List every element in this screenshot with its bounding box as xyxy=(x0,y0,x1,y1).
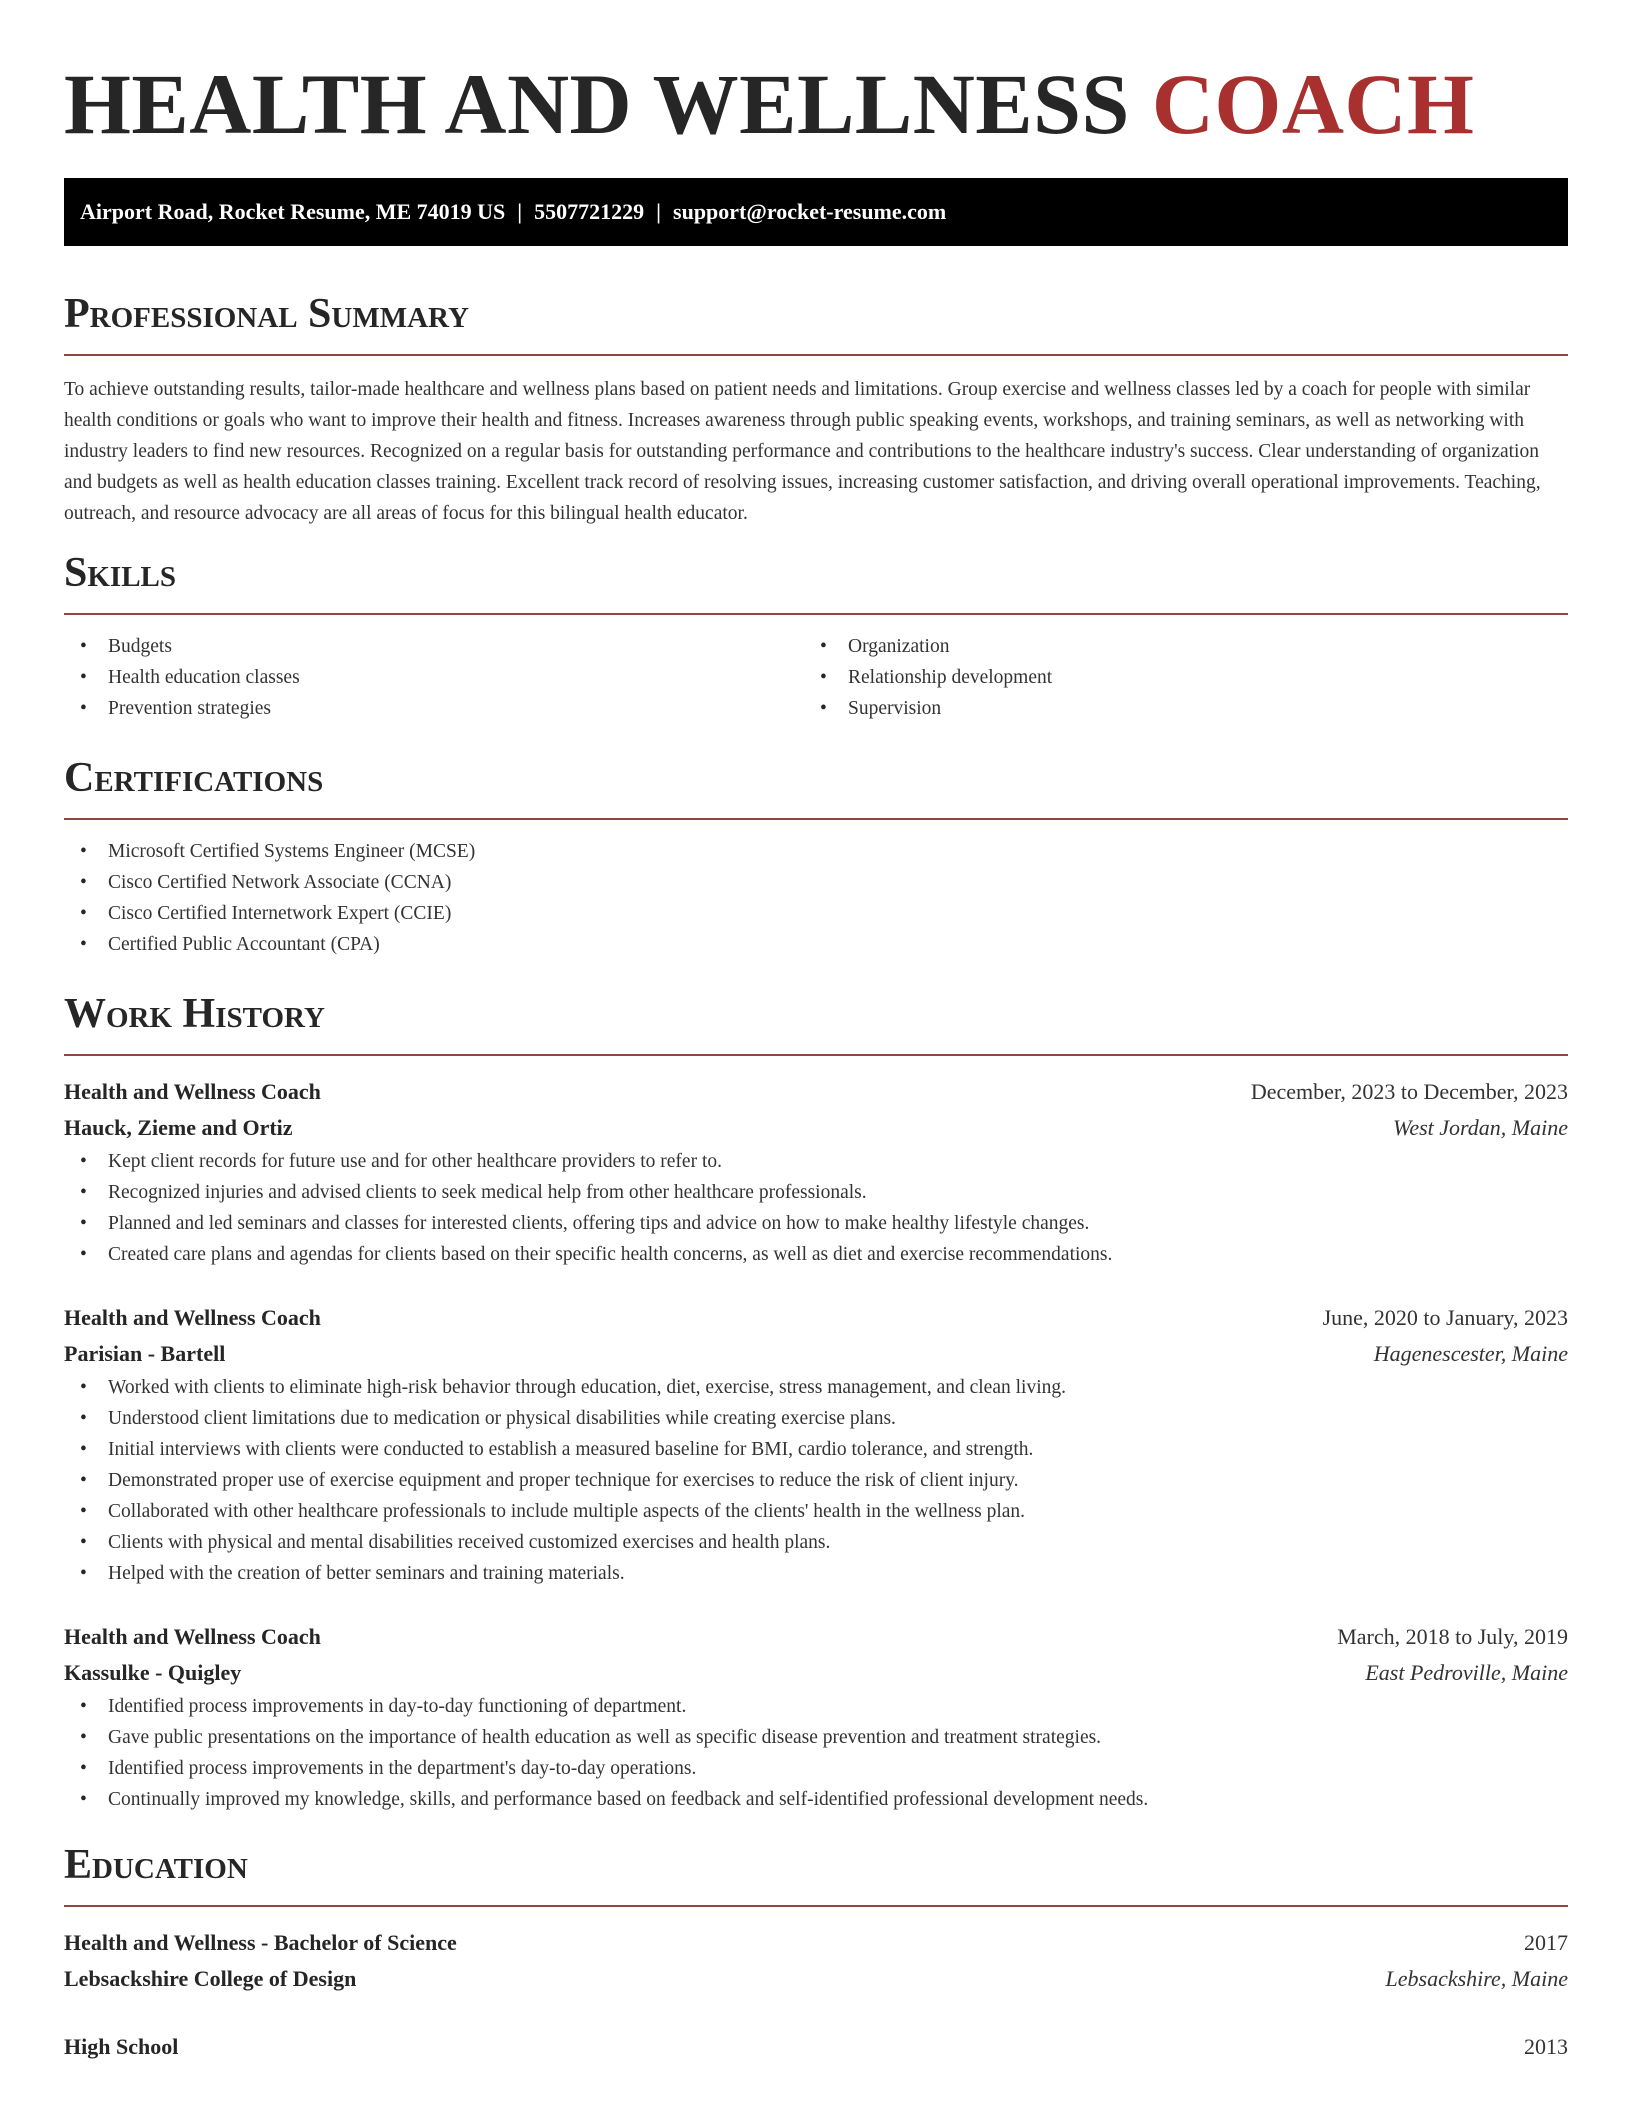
job-header-row xyxy=(64,1619,1568,1655)
job-role: Health and Wellness Coach xyxy=(64,1079,321,1104)
job-dates: March, 2018 to July, 2019 xyxy=(1337,1624,1568,1649)
skill-item: • Relationship development xyxy=(804,662,1544,693)
section-divider xyxy=(64,354,1568,356)
education-school: Lebsackshire College of Design xyxy=(64,1966,357,1991)
summary-section xyxy=(64,288,1568,529)
section-divider xyxy=(64,818,1568,820)
section-title: Education xyxy=(64,1842,248,1888)
job-company: Hauck, Zieme and Ortiz xyxy=(64,1115,293,1140)
job-bullet: • Initial interviews with clients were conducted to establish a measured baseline for BMI, cardio tolerance, and strength. xyxy=(64,1434,1568,1465)
job-bullet: • Helped with the creation of better seminars and training materials. xyxy=(64,1558,1568,1589)
job-bullets xyxy=(64,1146,1568,1270)
contact-address: Airport Road, Rocket Resume, ME 74019 US xyxy=(80,199,506,224)
skill-item: • Organization xyxy=(804,631,1544,662)
skills-column-right xyxy=(804,631,1544,724)
job-company-row xyxy=(64,1110,1568,1146)
job-company-row xyxy=(64,1655,1568,1691)
education-degree: High School xyxy=(64,2034,179,2059)
job-bullet: • Continually improved my knowledge, skills, and performance based on feedback and self-identified professional development needs. xyxy=(64,1784,1568,1815)
job-bullet: • Kept client records for future use and for other healthcare providers to refer to. xyxy=(64,1146,1568,1177)
job-company: Kassulke - Quigley xyxy=(64,1660,242,1685)
certifications-section xyxy=(64,752,1568,960)
contact-separator: | xyxy=(656,199,662,224)
education-entry xyxy=(64,2029,1568,2065)
education-year: 2017 xyxy=(1524,1930,1568,1955)
section-divider xyxy=(64,613,1568,615)
contact-phone[interactable]: 5507721229 xyxy=(534,199,645,224)
job-location: East Pedroville, Maine xyxy=(1365,1660,1568,1685)
work-history-section xyxy=(64,988,1568,1815)
job-bullet: • Worked with clients to eliminate high-risk behavior through education, diet, exercise, stress management, and clean living. xyxy=(64,1372,1568,1403)
job-header-row xyxy=(64,1074,1568,1110)
job-bullet: • Collaborated with other healthcare professionals to include multiple aspects of the clients' health in the wellness plan. xyxy=(64,1496,1568,1527)
job-entry xyxy=(64,1619,1568,1815)
name-accent: COACH xyxy=(1151,56,1475,152)
job-bullet: • Created care plans and agendas for clients based on their specific health concerns, as well as diet and exercise recommendations. xyxy=(64,1239,1568,1270)
skills-section xyxy=(64,547,1568,724)
certification-item: • Certified Public Accountant (CPA) xyxy=(64,929,1568,960)
job-role: Health and Wellness Coach xyxy=(64,1624,321,1649)
contact-bar xyxy=(64,178,1568,246)
skill-item: • Prevention strategies xyxy=(64,693,804,724)
contact-email[interactable]: support@rocket-resume.com xyxy=(673,199,947,224)
job-bullet: • Understood client limitations due to medication or physical disabilities while creating exercise plans. xyxy=(64,1403,1568,1434)
education-location: Lebsackshire, Maine xyxy=(1385,1966,1568,1991)
skills-column-left xyxy=(64,631,804,724)
job-dates: June, 2020 to January, 2023 xyxy=(1322,1305,1568,1330)
job-company-row xyxy=(64,1336,1568,1372)
job-bullet: • Identified process improvements in day-to-day functioning of department. xyxy=(64,1691,1568,1722)
skill-item: • Budgets xyxy=(64,631,804,662)
section-divider xyxy=(64,1054,1568,1056)
job-bullet: • Demonstrated proper use of exercise equipment and proper technique for exercises to reduce the risk of client injury. xyxy=(64,1465,1568,1496)
job-bullets xyxy=(64,1372,1568,1589)
certification-item: • Cisco Certified Internetwork Expert (CCIE) xyxy=(64,898,1568,929)
job-location: Hagenescester, Maine xyxy=(1373,1341,1568,1366)
certification-item: • Cisco Certified Network Associate (CCNA) xyxy=(64,867,1568,898)
job-bullet: • Clients with physical and mental disabilities received customized exercises and health plans. xyxy=(64,1527,1568,1558)
education-school-row xyxy=(64,1961,1568,1997)
job-bullet: • Identified process improvements in the department's day-to-day operations. xyxy=(64,1753,1568,1784)
education-section xyxy=(64,1839,1568,2065)
section-title: Skills xyxy=(64,550,177,596)
skills-grid xyxy=(64,631,1568,724)
name-main: HEALTH AND WELLNESS xyxy=(64,56,1130,152)
skill-item: • Supervision xyxy=(804,693,1544,724)
job-company: Parisian - Bartell xyxy=(64,1341,226,1366)
skill-item: • Health education classes xyxy=(64,662,804,693)
contact-separator: | xyxy=(517,199,523,224)
education-entry xyxy=(64,1925,1568,1997)
summary-text: To achieve outstanding results, tailor-made healthcare and wellness plans based on patient needs and limitations. Group exercise and wellness classes led by a coach for people with similar health conditions or goals who want to improve their health and fitness. Increases awareness through public speaking events, workshops, and training seminars, as well as networking with industry leaders to find new resources. Recognized on a regular basis for outstanding performance and contributions to the healthcare industry's success. Clear understanding of organization and budgets as well as health education classes training. Excellent track record of resolving issues, increasing customer satisfaction, and driving overall operational improvements. Teaching, outreach, and resource advocacy are all areas of focus for this bilingual health educator. xyxy=(64,379,1541,524)
education-year: 2013 xyxy=(1524,2034,1568,2059)
job-location: West Jordan, Maine xyxy=(1393,1115,1568,1140)
education-header-row xyxy=(64,1925,1568,1961)
section-title: Professional Summary xyxy=(64,291,469,337)
job-header-row xyxy=(64,1300,1568,1336)
certifications-list xyxy=(64,836,1568,960)
job-bullets xyxy=(64,1691,1568,1815)
education-header-row xyxy=(64,2029,1568,2065)
job-bullet: • Planned and led seminars and classes for interested clients, offering tips and advice on how to make healthy lifestyle changes. xyxy=(64,1208,1568,1239)
job-role: Health and Wellness Coach xyxy=(64,1305,321,1330)
certification-item: • Microsoft Certified Systems Engineer (MCSE) xyxy=(64,836,1568,867)
job-bullet: • Gave public presentations on the importance of health education as well as specific disease prevention and treatment strategies. xyxy=(64,1722,1568,1753)
job-entry xyxy=(64,1300,1568,1589)
resume-name xyxy=(64,0,1568,152)
job-dates: December, 2023 to December, 2023 xyxy=(1250,1079,1568,1104)
section-title: Certifications xyxy=(64,755,324,801)
section-divider xyxy=(64,1905,1568,1907)
job-entry xyxy=(64,1074,1568,1270)
education-degree: Health and Wellness - Bachelor of Science xyxy=(64,1930,457,1955)
section-title: Work History xyxy=(64,991,325,1037)
job-bullet: • Recognized injuries and advised clients to seek medical help from other healthcare professionals. xyxy=(64,1177,1568,1208)
